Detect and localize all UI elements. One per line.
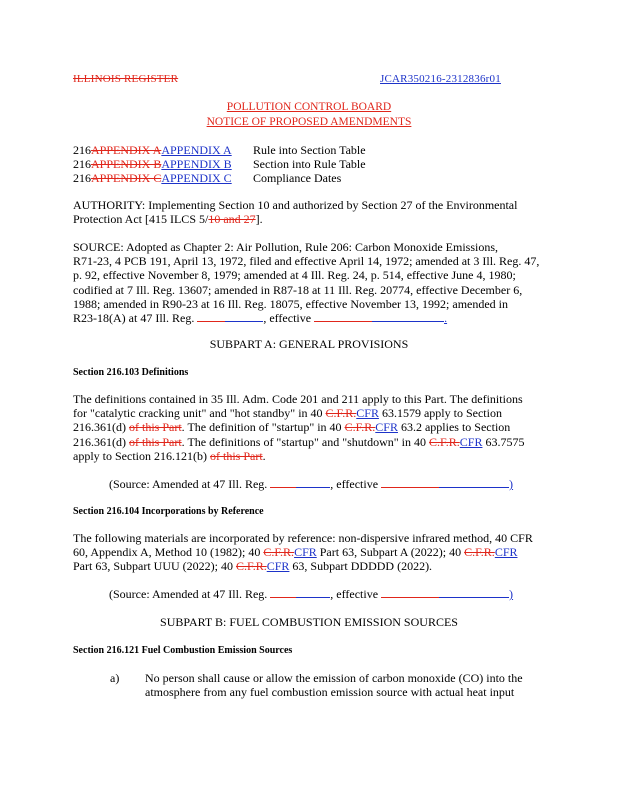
section-121-heading: Section 216.121 Fuel Combustion Emission Sources — [73, 645, 293, 656]
source-note-103: (Source: Amended at 47 Ill. Reg. , effective ) — [109, 477, 514, 491]
appendix-c-link[interactable]: APPENDIX C — [161, 171, 232, 186]
appendix-row: 216APPENDIX AAPPENDIX A Rule into Section Table — [73, 143, 366, 157]
source-paragraph: SOURCE: Adopted as Chapter 2: Air Pollution, Rule 206: Carbon Monoxide Emissions, R71-23, 4 PCB 191, April 13, 1972, filed and effective April 14, 1972; amended at 3 Ill. Reg. 47, p. 92, effective November 8, 1979; amended at 4 Ill. Reg. 24, p. 514, effective June 4, 1980; codified at 7 Ill. Reg. 13607; amended in R87-18 at 11 Ill. Reg. 20774, effective December 6, 1988; amended in R90-23 at 16 Ill. Reg. 18075, effective November 13, 1992; amended in R23-18(A) at 47 Ill. Reg. , effective . — [73, 240, 540, 325]
subsection-a-label: a) — [110, 671, 120, 685]
section-104-heading: Section 216.104 Incorporations by Reference — [73, 506, 264, 517]
subpart-a-heading: SUBPART A: GENERAL PROVISIONS — [209, 337, 409, 351]
source-note-104: (Source: Amended at 47 Ill. Reg. , effective ) — [109, 587, 514, 601]
subsection-a-text: No person shall cause or allow the emission of carbon monoxide (CO) into the atmosphere from any fuel combustion emission source with actual heat input — [145, 671, 523, 700]
subpart-b-heading: SUBPART B: FUEL COMBUSTION EMISSION SOURCES — [160, 615, 458, 629]
register-header: ILLINOIS REGISTER — [73, 73, 179, 85]
appendix-b-link[interactable]: APPENDIX B — [161, 157, 232, 172]
section-103-body: The definitions contained in 35 Ill. Adm. Code 201 and 211 apply to this Part. The definitions for "catalytic cracking unit" and "hot standby" in 40 C.F.R.CFR 63.1579 apply to Section 216.361(d) of this Part. The definition of "startup" in 40 C.F.R.CFR 63.2 applies to Section 216.361(d) of this Part. The definitions of "startup" and "shutdown" in 40 C.F.R.CFR 63.7575 apply to Section 216.121(b) of this Part. — [73, 392, 525, 463]
appendix-table — [73, 143, 366, 186]
blank-date — [314, 321, 372, 322]
appendix-a-link[interactable]: APPENDIX A — [161, 143, 232, 157]
board-title: POLLUTION CONTROL BOARD — [226, 101, 392, 113]
blank-volume — [197, 321, 225, 322]
appendix-row: 216APPENDIX CAPPENDIX C Compliance Dates — [73, 171, 342, 186]
appendix-row: 216APPENDIX BAPPENDIX B Section into Rule Table — [73, 157, 366, 172]
authority-paragraph: AUTHORITY: Implementing Section 10 and authorized by Section 27 of the Environmental Protection Act [415 ILCS 5/10 and 27]. — [73, 198, 518, 227]
blank-date-new — [372, 321, 444, 322]
jcar-code: JCAR350216-2312836r01 — [380, 73, 501, 85]
notice-title: NOTICE OF PROPOSED AMENDMENTS — [206, 116, 412, 128]
section-104-body: The following materials are incorporated by reference: non-dispersive infrared method, 40 CFR 60, Appendix A, Method 10 (1982); 40 C.F.R.CFR Part 63, Subpart A (2022); 40 C.F.R.CFR Part 63, Subpart UUU (2022); 40 C.F.R.CFR 63, Subpart DDDDD (2022). — [73, 531, 533, 574]
section-103-heading: Section 216.103 Definitions — [73, 367, 189, 378]
blank-page — [225, 321, 263, 322]
